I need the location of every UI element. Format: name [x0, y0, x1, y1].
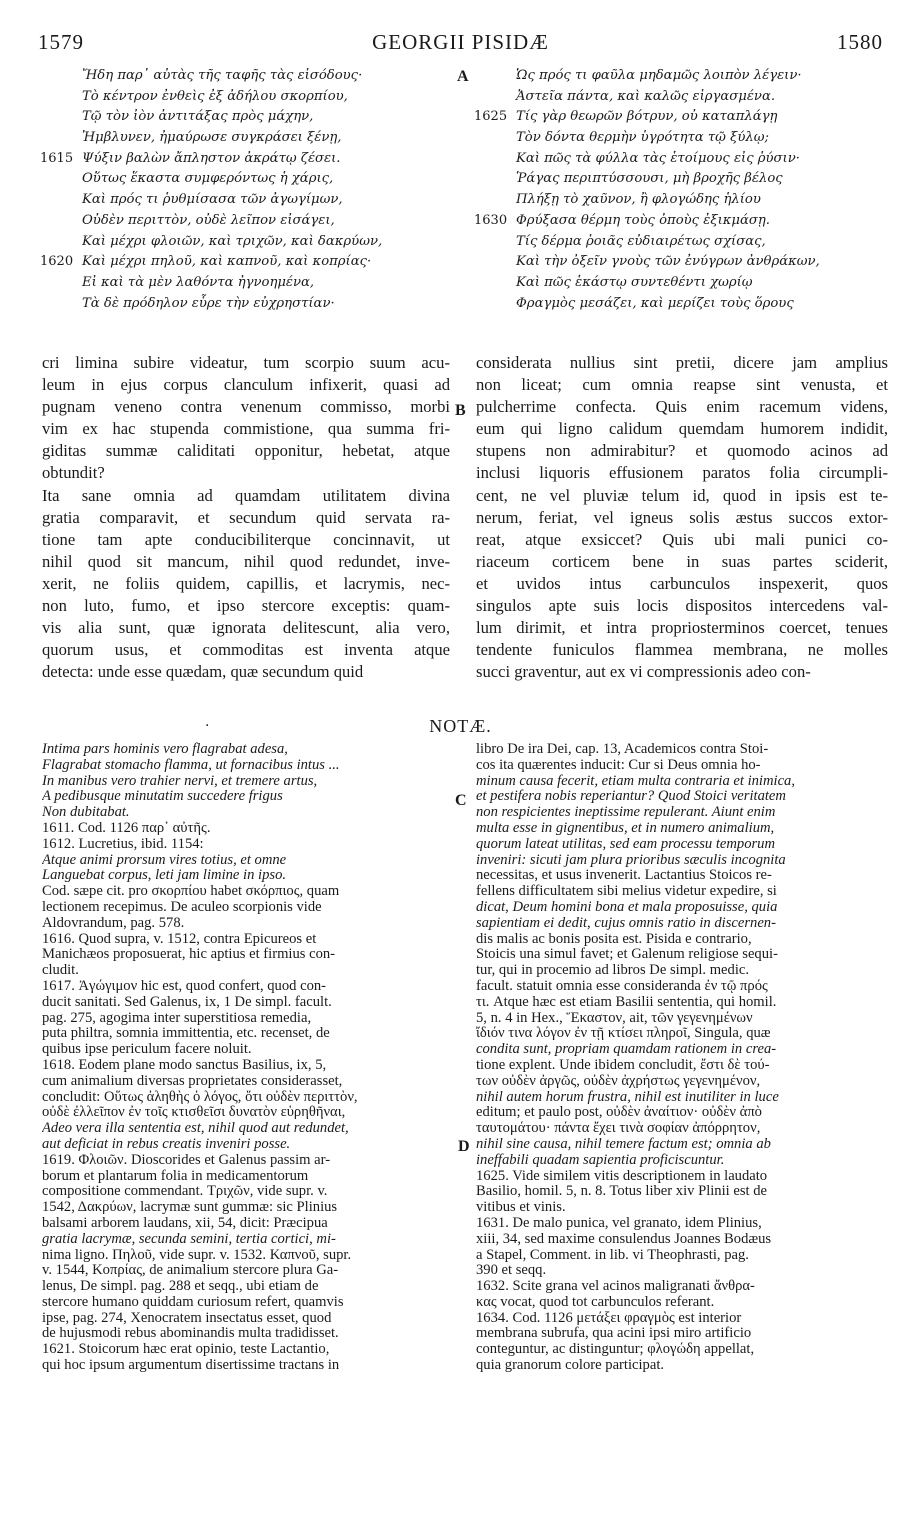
prose-line: riaceum corticem bene in suas partes sciderit, — [476, 551, 888, 571]
note-line: membrana subrufa, qua acini ipsi miro artificio — [476, 1326, 752, 1342]
verse-text: Ὡς πρός τι φαῦλα μηδαμῶς λοιπὸν λέγειν· — [516, 68, 802, 83]
verse-text: Καὶ πῶς τὰ φύλλα τὰς ἑτοίμους εἰς ῥύσιν· — [516, 150, 800, 166]
note-line: cum animalium diversas proprietates considerasset, — [42, 1073, 343, 1089]
verse-line — [474, 87, 894, 108]
verse-text: Ἠμβλυνεν, ἠμαύρωσε συγκράσει ξένῃ, — [82, 130, 342, 146]
note-line: κας vocat, quod tot carbunculos referant. — [476, 1294, 715, 1310]
prose-line: tione tam apte conducibiliterque concinnavit, ut — [42, 529, 450, 549]
verse-text: Τίς δέρμα ῥοιᾶς εὐδιαιρέτως σχίσας, — [516, 233, 766, 249]
verse-line — [40, 273, 450, 294]
note-line: condita sunt, propriam quamdam rationem in crea- — [476, 1042, 777, 1058]
prose-line: considerata nullius sint pretii, dicere jam amplius — [476, 353, 888, 372]
note-line: v. 1544, Κοπρίας, de animalium stercore plura Ga- — [42, 1263, 339, 1279]
verse-text: Τίς γὰρ θεωρῶν βότρυν, οὐ καταπλάγῃ — [516, 109, 778, 125]
note-line: Aldovrandum, pag. 578. — [42, 915, 185, 931]
note-line: 1632. Scite grana vel acinos maligranati ἄνθρα- — [476, 1279, 755, 1295]
note-line: 5, n. 4 in Hex., Ἕκαστον, ait, τῶν γεγενημένων — [476, 1010, 753, 1026]
verse-text: Τὰ δὲ πρόδηλον εὗρε τὴν εὐχρηστίαν· — [82, 295, 335, 311]
note-line: 1612. Lucretius, ibid. 1154: — [42, 836, 204, 852]
note-line: Adeo vera illa sententia est, nihil quod aut redundet, — [42, 1121, 349, 1137]
note-line: conteguntur, ac distinguntur; φλογώδη appellat, — [476, 1342, 755, 1358]
greek-verse-left — [40, 66, 450, 314]
section-marker-a: A — [457, 68, 469, 85]
verse-line — [474, 273, 894, 294]
prose-line: pugnam veneno contra venenum commisso, morbi — [42, 397, 450, 417]
verse-line — [40, 211, 450, 232]
note-line: 1542, Δακρύων, lacrymæ sunt gummæ: sic Plinius — [42, 1200, 338, 1216]
section-marker-c: C — [455, 792, 467, 809]
note-line: necessitas, et usus invenerit. Lactantius Stoicos re- — [476, 868, 772, 884]
note-line: Atque animi prorsum vires totius, et omne — [42, 852, 287, 868]
prose-line: lum dirimit, et intra propriosterminos coercet, tenues — [476, 618, 888, 638]
note-line: cos ita quærentes inducit: Cur si Deus omnia ho- — [476, 757, 761, 773]
verse-text: Οὕτως ἕκαστα συμφερόντως ἡ χάρις, — [82, 171, 334, 187]
verse-line — [474, 128, 894, 149]
section-marker-d: D — [458, 1138, 470, 1155]
prose-line: xerit, ne foliis quidem, capillis, et lacrymis, nec- — [42, 573, 450, 593]
prose-line: succi graventur, aut ex vi compressionis adeo con- — [476, 662, 811, 682]
prose-line: eum qui ligno calidum quemdam humorem indidit, — [476, 419, 888, 439]
note-line: dicat, Deum homini bona et mala proposuisse, quia — [476, 899, 778, 915]
note-line: 1625. Vide similem vitis descriptionem in laudato — [476, 1168, 768, 1184]
prose-line: giditas summæ caliditati opponitur, hebetat, atque — [42, 441, 450, 461]
verse-text: Εἰ καὶ τὰ μὲν λαθόντα ἠγνοημένα, — [82, 274, 315, 290]
notes-left-column — [42, 742, 452, 1374]
verse-text: Καὶ πῶς ἑκάστῳ συντεθέντι χωρίῳ — [516, 274, 753, 290]
note-line: xiii, 34, sed maxime consulendus Joannes Bodæus — [476, 1231, 772, 1247]
note-line: multa esse in gignentibus, et in numero animalium, — [476, 820, 775, 836]
note-line: Stoicis una simul favet; et Galenum religiose sequi- — [476, 947, 778, 963]
notes-heading: NOTÆ. — [429, 716, 492, 736]
verse-line — [40, 66, 450, 87]
note-line: editum; et paulo post, οὐδὲν ἀναίτιον· οὐδὲν ἀπὸ — [476, 1105, 762, 1121]
verse-number: 1620 — [40, 254, 74, 270]
note-line: quorum lateat utilitas, sed eam processu temporum — [476, 836, 776, 852]
note-line: et pestifera nobis reperiantur? Quod Stoici veritatem — [476, 789, 786, 805]
note-line: pag. 275, agogima inter superstitiosa remedia, — [42, 1010, 312, 1026]
verse-text: Οὐδὲν περιττὸν, οὐδὲ λεῖπον εἰσάγει, — [82, 212, 335, 228]
note-line: gratia lacrymæ, secunda semini, tertia cortici, mi- — [42, 1231, 336, 1247]
verse-line — [474, 169, 894, 190]
latin-translation-right — [476, 352, 888, 683]
prose-line: Ita sane omnia ad quamdam utilitatem divina — [42, 485, 450, 505]
note-line: non respicientes ineptissime repulerant. Aiunt enim — [476, 805, 776, 821]
verse-line — [40, 128, 450, 149]
prose-line: nerum, feriat, vel igneus solis æstus succos extor- — [476, 507, 888, 527]
note-line: fellens difficultatem sibi melius videtur expedire, si — [476, 884, 777, 900]
verse-line — [40, 169, 450, 190]
section-marker-b: B — [455, 402, 466, 419]
note-line: facult. statuit omnia esse consideranda ἐν τῷ πρός — [476, 978, 768, 994]
verse-text: Καὶ μέχρι φλοιῶν, καὶ τριχῶν, καὶ δακρύων, — [82, 233, 383, 249]
verse-text: Φρύξασα θέρμη τοὺς ὀποὺς ἐξικμάσῃ. — [516, 212, 770, 228]
verse-line — [40, 190, 450, 211]
note-line: ταυτομάτου· πάντα ἔχει τινὰ σοφίαν ἀπόρρητον, — [476, 1121, 761, 1137]
note-line: 1621. Stoicorum hæc erat opinio, teste Lactantio, — [42, 1342, 330, 1358]
prose-line: vim ex hac stupenda commistione, qua summa fri- — [42, 419, 450, 439]
prose-line: vis alia sunt, quæ ignorata delitescunt, alia vero, — [42, 618, 450, 638]
note-line: borum et plantarum folia in medicamentorum — [42, 1168, 309, 1184]
note-line: puta philtra, somnia immittentia, etc. recenset, de — [42, 1026, 330, 1042]
verse-text: Καὶ τὴν ὀξεῖν γνοὺς τῶν ἐνύγρων ἀνθράκων, — [516, 254, 820, 270]
prose-line: singulos apte suis locis dispositos intercedens val- — [476, 596, 888, 616]
note-line: 1619. Φλοιῶν. Dioscorides et Galenus passim ar- — [42, 1152, 331, 1168]
verse-line — [40, 294, 450, 315]
verse-text: Πλήξῃ τὸ χαῦνον, ἢ φλογώδης ἡλίου — [516, 192, 761, 208]
note-line: ducit sanitati. Sed Galenus, ix, 1 De simpl. facult. — [42, 994, 332, 1010]
note-line: libro De ira Dei, cap. 13, Academicos contra Stoi- — [476, 742, 769, 757]
prose-line: cri limina subire videatur, tum scorpio suum acu- — [42, 353, 450, 372]
note-line: lenus, De simpl. pag. 288 et seqq., ubi etiam de — [42, 1279, 319, 1295]
prose-line: gratia comparavit, et secundum quid servata ra- — [42, 507, 450, 527]
note-line: 1617. Ἀγώγιμον hic est, quod confert, quod con- — [42, 978, 327, 994]
note-line: Cod. sæpe cit. pro σκορπίου habet σκόρπιος, quam — [42, 884, 340, 900]
prose-line: inclusi liquoris effusionem paratos folia circumpli- — [476, 463, 888, 483]
note-line: Flagrabat stomacho flamma, ut fornacibus intus ... — [42, 757, 340, 773]
verse-text: Καὶ μέχρι πηλοῦ, καὶ καπνοῦ, καὶ κοπρίας· — [82, 254, 372, 270]
note-line: 1611. Cod. 1126 παρ᾽ αὐτῆς. — [42, 820, 211, 836]
verse-text: Τῷ τὸν ἰὸν ἀντιτάξας πρὸς μάχην, — [82, 109, 314, 125]
verse-number: 1625 — [474, 109, 508, 125]
note-line: aut deficiat in rebus creatis inveniri posse. — [42, 1136, 291, 1152]
verse-text: Ῥάγας περιπτύσσουσι, μὴ βροχῆς βέλος — [516, 171, 783, 187]
prose-line: et uvidos intus carbunculos inspexerit, quos — [476, 573, 888, 593]
verse-line — [474, 149, 894, 170]
verse-text: Ἤδη παρ᾽ αὐτὰς τῆς ταφῆς τὰς εἰσόδους· — [82, 68, 363, 83]
verse-number: 1615 — [40, 150, 74, 166]
note-line: concludit: Οὕτως ἀληθὴς ὁ λόγος, ὅτι οὐδὲν περιττὸν, — [42, 1089, 358, 1105]
note-line: cludit. — [42, 963, 79, 979]
note-line: a Stapel, Comment. in lib. vi Theophrasti, pag. — [476, 1247, 749, 1263]
prose-line: non luto, fumo, et ipso stercore exceptis: quam- — [42, 596, 450, 616]
prose-line: stupens non admirabitur? et quomodo acinos ad — [476, 441, 888, 461]
note-line: οὐδὲ ἐλλεῖπον ἐν τοῖς κτισθεῖσι δυνατὸν εὑρηθῆναι, — [42, 1105, 346, 1121]
note-line: Languebat corpus, leti jam limine in ipso. — [42, 868, 287, 884]
verse-line — [474, 190, 894, 211]
note-line: 1618. Eodem plane modo sanctus Basilius, ix, 5, — [42, 1057, 327, 1073]
running-title: GEORGII PISIDÆ — [372, 30, 549, 54]
verse-line — [40, 252, 450, 273]
note-line: Basilio, homil. 5, n. 8. Totus liber xiv Plinii est de — [476, 1184, 767, 1200]
prose-line: cent, ne vel pluviæ telum id, quod in ipsis est te- — [476, 485, 888, 505]
prose-line: detecta: unde esse quædam, quæ secundum quid — [42, 662, 364, 682]
page-number-left: 1579 — [38, 30, 84, 54]
note-line: sapientiam ei dedit, cujus omnis ratio in discernen- — [476, 915, 776, 931]
verse-text: Τὸ κέντρον ἐνθεὶς ἐξ ἀδήλου σκορπίου, — [82, 88, 348, 104]
greek-verse-right — [474, 66, 894, 314]
note-line: 1634. Cod. 1126 μετάξει φραγμὸς est interior — [476, 1310, 742, 1326]
prose-line: obtundit? — [42, 463, 105, 483]
verse-line — [474, 232, 894, 253]
prose-line: leum in ejus corpus clanculum infixerit, quasi ad — [42, 375, 450, 395]
note-line: 1616. Quod supra, v. 1512, contra Epicureos et — [42, 931, 317, 947]
verse-text: Καὶ πρός τι ῥυθμίσασα τῶν ἀγωγίμων, — [82, 192, 343, 208]
note-line: Manichæos proposuerat, hic aptius et firmius con- — [42, 947, 336, 963]
verse-text: Ἀστεῖα πάντα, καὶ καλῶς εἰργασμένα. — [516, 88, 776, 104]
verse-text: Ψύξιν βαλὼν ἄπληστον ἀκράτῳ ζέσει. — [82, 150, 341, 166]
verse-line — [40, 87, 450, 108]
note-line: minum causa fecerit, etiam multa contraria et inimica, — [476, 773, 795, 789]
prose-line: reat, atque exsiccet? Quis ubi mali punici co- — [476, 529, 888, 549]
note-line: qui hoc ipsum argumentum disertissime tractans in — [42, 1358, 340, 1374]
note-line: tione explent. Unde ibidem concludit, ἔστι δὲ τού- — [476, 1057, 770, 1073]
note-line: 390 et seqq. — [476, 1263, 547, 1279]
note-line: vitibus et vinis. — [476, 1200, 566, 1216]
note-line: Intima pars hominis vero flagrabat adesa, — [42, 742, 288, 757]
notes-right-column — [476, 742, 890, 1374]
verse-line — [40, 107, 450, 128]
page-number-right: 1580 — [837, 30, 883, 54]
verse-line — [40, 149, 450, 170]
latin-translation-left — [42, 352, 450, 683]
verse-line — [40, 232, 450, 253]
note-line: tur, qui in procemio ad libros De simpl. medic. — [476, 963, 749, 979]
note-line: stercore humano quiddam curiosum refert, quamvis — [42, 1294, 344, 1310]
note-line: Non dubitabat. — [42, 805, 130, 821]
verse-line — [474, 294, 894, 315]
note-line: dis malis ac bonis posita est. Pisida e contrario, — [476, 931, 752, 947]
note-line: de hujusmodi rebus abominandis multa tradidisset. — [42, 1326, 339, 1342]
note-line: quia granorum colore participat. — [476, 1358, 665, 1374]
note-line: 1631. De malo punica, vel granato, idem Plinius, — [476, 1215, 762, 1231]
note-line: των οὐδὲν ἀργῶς, οὐδὲν ἀχρήστως γεγενημένον, — [476, 1073, 761, 1089]
note-line: In manibus vero trahier nervi, et tremere artus, — [42, 773, 318, 789]
note-line: nihil sine causa, nihil temere factum est; omnia ab — [476, 1136, 771, 1152]
prose-line: tendente funiculos flammea membrana, ne molles — [476, 640, 888, 660]
note-line: compositione commendant. Τριχῶν, vide supr. v. — [42, 1184, 328, 1200]
separator-dot: · — [205, 718, 210, 734]
verse-line — [474, 66, 894, 87]
prose-line: nihil quod sit mancum, nihil quod redundet, inve- — [42, 551, 450, 571]
note-line: lectionem recepimus. De aculeo scorpionis vide — [42, 899, 322, 915]
prose-line: non liceat; cum omnia reapse sint venusta, et — [476, 375, 888, 395]
verse-line — [474, 211, 894, 232]
verse-line — [474, 107, 894, 128]
note-line: balsami arborem laudans, xii, 54, dicit: Præcipua — [42, 1215, 328, 1231]
note-line: τι. Atque hæc est etiam Basilii sententia, qui homil. — [476, 994, 777, 1010]
note-line: quibus ipse periculum facere noluit. — [42, 1042, 252, 1058]
note-line: ineffabili quadam sapientia proficiscuntur. — [476, 1152, 725, 1168]
prose-line: pulcherrime confecta. Quis enim racemum videns, — [476, 397, 888, 417]
note-line: nihil autem horum frustra, nihil est inutiliter in luce — [476, 1089, 779, 1105]
prose-line: quorum usus, et commoditas est inventa atque — [42, 640, 450, 660]
note-line: ἴδιόν τινα λόγον ἐν τῇ κτίσει πληροῖ, Singula, quæ — [476, 1026, 771, 1042]
verse-line — [474, 252, 894, 273]
note-line: nima ligno. Πηλοῦ, vide supr. v. 1532. Καπνοῦ, supr. — [42, 1247, 352, 1263]
verse-text: Τὸν δόντα θερμὴν ὑγρότητα τῷ ξύλῳ; — [516, 130, 769, 146]
note-line: A pedibusque minutatim succedere frigus — [42, 789, 283, 805]
verse-text: Φραγμὸς μεσάζει, καὶ μερίζει τοὺς ὅρους — [516, 295, 794, 311]
note-line: ipse, pag. 274, Xenocratem insectatus esset, quod — [42, 1310, 332, 1326]
note-line: inveniri: sicuti jam plura prioribus sæculis incognita — [476, 852, 786, 868]
verse-number: 1630 — [474, 212, 508, 228]
